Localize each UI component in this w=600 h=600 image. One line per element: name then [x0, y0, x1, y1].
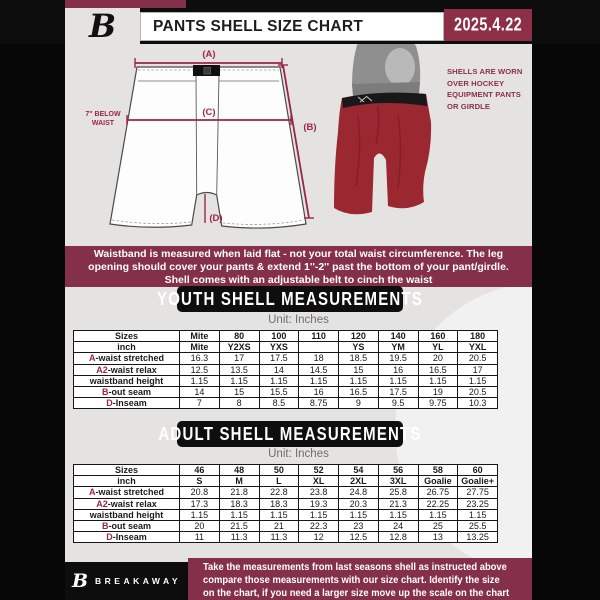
table-cell: 1.15 [378, 375, 418, 386]
table-row [74, 487, 498, 498]
table-cell: 20.8 [180, 487, 220, 498]
table-cell: 1.15 [339, 509, 379, 520]
table-cell: 11.3 [259, 532, 299, 543]
banner-line: Waistband is measured when laid flat - not your total waist circumference. The leg [93, 248, 504, 260]
table-cell: 16 [299, 386, 339, 397]
table-cell: YL [418, 342, 458, 353]
footer-brand-name: BREAKAWAY [95, 576, 182, 586]
table-cell [299, 342, 339, 353]
breakaway-logo-icon: B [88, 7, 117, 45]
label-c: (C) [202, 107, 216, 118]
adult-section-title-text: ADULT SHELL MEASUREMENTS [158, 423, 422, 445]
date-text: 2025.4.22 [453, 14, 523, 35]
table-cell: 1.15 [299, 375, 339, 386]
table-cell: YXL [458, 342, 498, 353]
table-cell: 1.15 [259, 375, 299, 386]
table-cell: 1.15 [418, 375, 458, 386]
row-label: waistband height [74, 375, 180, 386]
table-cell: 12.8 [378, 532, 418, 543]
footer-brand-box [65, 562, 188, 600]
table-cell: 9.5 [378, 398, 418, 409]
belt-buckle-clasp [204, 68, 211, 75]
table-cell: 13.5 [219, 364, 259, 375]
table-cell: 21 [259, 520, 299, 531]
table-cell: 20.5 [458, 353, 498, 364]
youth-section-title [156, 286, 424, 312]
table-cell: 11 [180, 532, 220, 543]
table-cell: 24 [378, 520, 418, 531]
row-label: A-waist stretched [74, 487, 180, 498]
table-cell: Mite [180, 342, 220, 353]
table-cell: M [219, 476, 259, 487]
table-row [74, 353, 498, 364]
table-cell: 1.15 [219, 375, 259, 386]
footer-line: on the chart, if you need a larger size move up the scale on the chart [203, 587, 510, 599]
photo-note-line: SHELLS ARE WORN [447, 67, 523, 76]
table-cell: 17.5 [378, 386, 418, 397]
footer-instructions [188, 558, 532, 600]
page-title: PANTS SHELL SIZE CHART [140, 12, 444, 41]
table-row [74, 532, 498, 543]
table-cell: 8 [219, 398, 259, 409]
table-cell: 25 [418, 520, 458, 531]
table-cell: 1.15 [339, 375, 379, 386]
table-cell: 60 [458, 465, 498, 476]
row-label: inch [74, 476, 180, 487]
table-cell: 1.15 [418, 509, 458, 520]
table-cell: 19.5 [378, 353, 418, 364]
table-cell: 16 [378, 364, 418, 375]
table-cell: 23.8 [299, 487, 339, 498]
breakaway-logo-icon: B [71, 570, 89, 592]
banner-line: opening should cover your pants & extend 1''-2'' past the bottom of your pant/girdle. [88, 261, 509, 274]
row-label: A2-waist relax [74, 364, 180, 375]
table-cell: 16.5 [418, 364, 458, 375]
date-badge [444, 9, 532, 41]
table-cell: 22.25 [418, 498, 458, 509]
table-cell: 18.3 [219, 498, 259, 509]
table-header-row [74, 342, 498, 353]
label-a: (A) [202, 49, 216, 60]
table-cell: 13.25 [458, 532, 498, 543]
table-cell: 24.8 [339, 487, 379, 498]
table-cell: 16.5 [339, 386, 379, 397]
table-cell: 14 [180, 386, 220, 397]
table-cell: 21.3 [378, 498, 418, 509]
table-cell: 15.5 [259, 386, 299, 397]
table-cell: 110 [299, 331, 339, 342]
table-row [74, 364, 498, 375]
table-cell: 12 [299, 532, 339, 543]
adult-section-title [158, 421, 422, 447]
row-label: B-out seam [74, 520, 180, 531]
table-cell: 18 [299, 353, 339, 364]
measurement-instructions-banner [65, 246, 532, 287]
table-cell: 21.8 [219, 487, 259, 498]
table-cell: 25.8 [378, 487, 418, 498]
table-cell: 17 [458, 364, 498, 375]
table-cell: 2XL [339, 476, 379, 487]
table-cell: 20 [418, 353, 458, 364]
table-cell: 52 [299, 465, 339, 476]
shell-shorts-illustration [334, 93, 431, 215]
row-label: A-waist stretched [74, 353, 180, 364]
table-cell: 16.3 [180, 353, 220, 364]
table-cell: 100 [259, 331, 299, 342]
row-label: B-out seam [74, 386, 180, 397]
row-label: Sizes [74, 465, 180, 476]
below-waist-note-line2: WAIST [91, 120, 115, 127]
table-cell: Goalie+ [458, 476, 498, 487]
table-cell: 160 [418, 331, 458, 342]
table-cell: 8.5 [259, 398, 299, 409]
table-cell: 23.25 [458, 498, 498, 509]
table-cell: 15 [219, 386, 259, 397]
header-accent-strip [65, 0, 186, 8]
table-cell: 1.15 [180, 509, 220, 520]
table-cell: 120 [339, 331, 379, 342]
table-header-row [74, 476, 498, 487]
table-cell: Goalie [418, 476, 458, 487]
table-cell: 80 [219, 331, 259, 342]
table-cell: 26.75 [418, 487, 458, 498]
table-cell: 50 [259, 465, 299, 476]
below-waist-note-line1: 7" BELOW [85, 111, 121, 118]
table-cell: 58 [418, 465, 458, 476]
table-cell: XL [299, 476, 339, 487]
table-cell: 17.3 [180, 498, 220, 509]
table-cell: 1.15 [180, 375, 220, 386]
row-label: inch [74, 342, 180, 353]
row-label: D-Inseam [74, 532, 180, 543]
table-cell: Mite [180, 331, 220, 342]
youth-section-title-text: YOUTH SHELL MEASUREMENTS [156, 288, 424, 310]
table-cell: 7 [180, 398, 220, 409]
photo-note-line: EQUIPMENT PANTS [447, 90, 521, 99]
table-cell: 1.15 [458, 509, 498, 520]
row-label: waistband height [74, 509, 180, 520]
content-area [65, 0, 532, 600]
table-row [74, 520, 498, 531]
adult-unit-label: Unit: Inches [268, 448, 329, 460]
product-photo [328, 36, 443, 228]
table-cell: 10.3 [458, 398, 498, 409]
table-cell: 20 [180, 520, 220, 531]
table-cell: 27.75 [458, 487, 498, 498]
footer-line: compare those measurements with our size chart. Identify the size [203, 574, 500, 586]
table-row [74, 375, 498, 386]
banner-line: Shell comes with an adjustable belt to cinch the waist [164, 274, 433, 287]
table-header-row [74, 331, 498, 342]
adult-table [73, 464, 498, 543]
table-cell: 21.5 [219, 520, 259, 531]
girdle-pad [385, 48, 415, 86]
table-cell: 20.3 [339, 498, 379, 509]
table-cell: 19 [418, 386, 458, 397]
table-cell: 22.8 [259, 487, 299, 498]
table-cell: 1.15 [299, 509, 339, 520]
table-cell: 12.5 [180, 364, 220, 375]
table-cell: 1.15 [259, 509, 299, 520]
table-cell: YXS [259, 342, 299, 353]
table-cell: 25.5 [458, 520, 498, 531]
row-label: A2-waist relax [74, 498, 180, 509]
table-cell: 3XL [378, 476, 418, 487]
table-cell: 14 [259, 364, 299, 375]
table-header-row [74, 465, 498, 476]
label-b: (B) [303, 122, 317, 133]
label-d: (D) [209, 213, 223, 224]
youth-unit-label: Unit: Inches [268, 314, 329, 326]
photo-note-line: OR GIRDLE [447, 101, 491, 111]
table-cell: YM [378, 342, 418, 353]
table-cell: 54 [339, 465, 379, 476]
row-label: Sizes [74, 331, 180, 342]
table-cell: S [180, 476, 220, 487]
table-cell: 22.3 [299, 520, 339, 531]
table-row [74, 386, 498, 397]
table-cell: 1.15 [458, 375, 498, 386]
table-cell: L [259, 476, 299, 487]
table-cell: 15 [339, 364, 379, 375]
table-cell: 46 [180, 465, 220, 476]
table-cell: YS [339, 342, 379, 353]
table-cell: 13 [418, 532, 458, 543]
table-cell: 180 [458, 331, 498, 342]
table-cell: 19.3 [299, 498, 339, 509]
table-cell: 23 [339, 520, 379, 531]
table-cell: 1.15 [219, 509, 259, 520]
youth-table-grid [73, 330, 498, 409]
table-row [74, 509, 498, 520]
table-cell: 1.15 [378, 509, 418, 520]
table-cell: 20.5 [458, 386, 498, 397]
footer-line: Take the measurements from last seasons shell as instructed above [203, 562, 507, 573]
adult-table-grid [73, 464, 498, 543]
header-logo-panel [65, 8, 140, 44]
table-cell: 48 [219, 465, 259, 476]
table-cell: 18.3 [259, 498, 299, 509]
table-cell: 18.5 [339, 353, 379, 364]
table-row [74, 498, 498, 509]
table-cell: 56 [378, 465, 418, 476]
photo-note [447, 66, 532, 112]
table-cell: 8.75 [299, 398, 339, 409]
table-cell: 14.5 [299, 364, 339, 375]
shorts-measurement-diagram [72, 46, 322, 238]
table-cell: 11.3 [219, 532, 259, 543]
table-cell: 17.5 [259, 353, 299, 364]
youth-table [73, 330, 498, 409]
shorts-outline [110, 67, 306, 228]
table-cell: 17 [219, 353, 259, 364]
table-cell: Y2XS [219, 342, 259, 353]
table-cell: 12.5 [339, 532, 379, 543]
table-cell: 9.75 [418, 398, 458, 409]
table-cell: 9 [339, 398, 379, 409]
table-cell: 140 [378, 331, 418, 342]
row-label: D-Inseam [74, 398, 180, 409]
table-row [74, 398, 498, 409]
photo-note-line: OVER HOCKEY [447, 78, 505, 88]
